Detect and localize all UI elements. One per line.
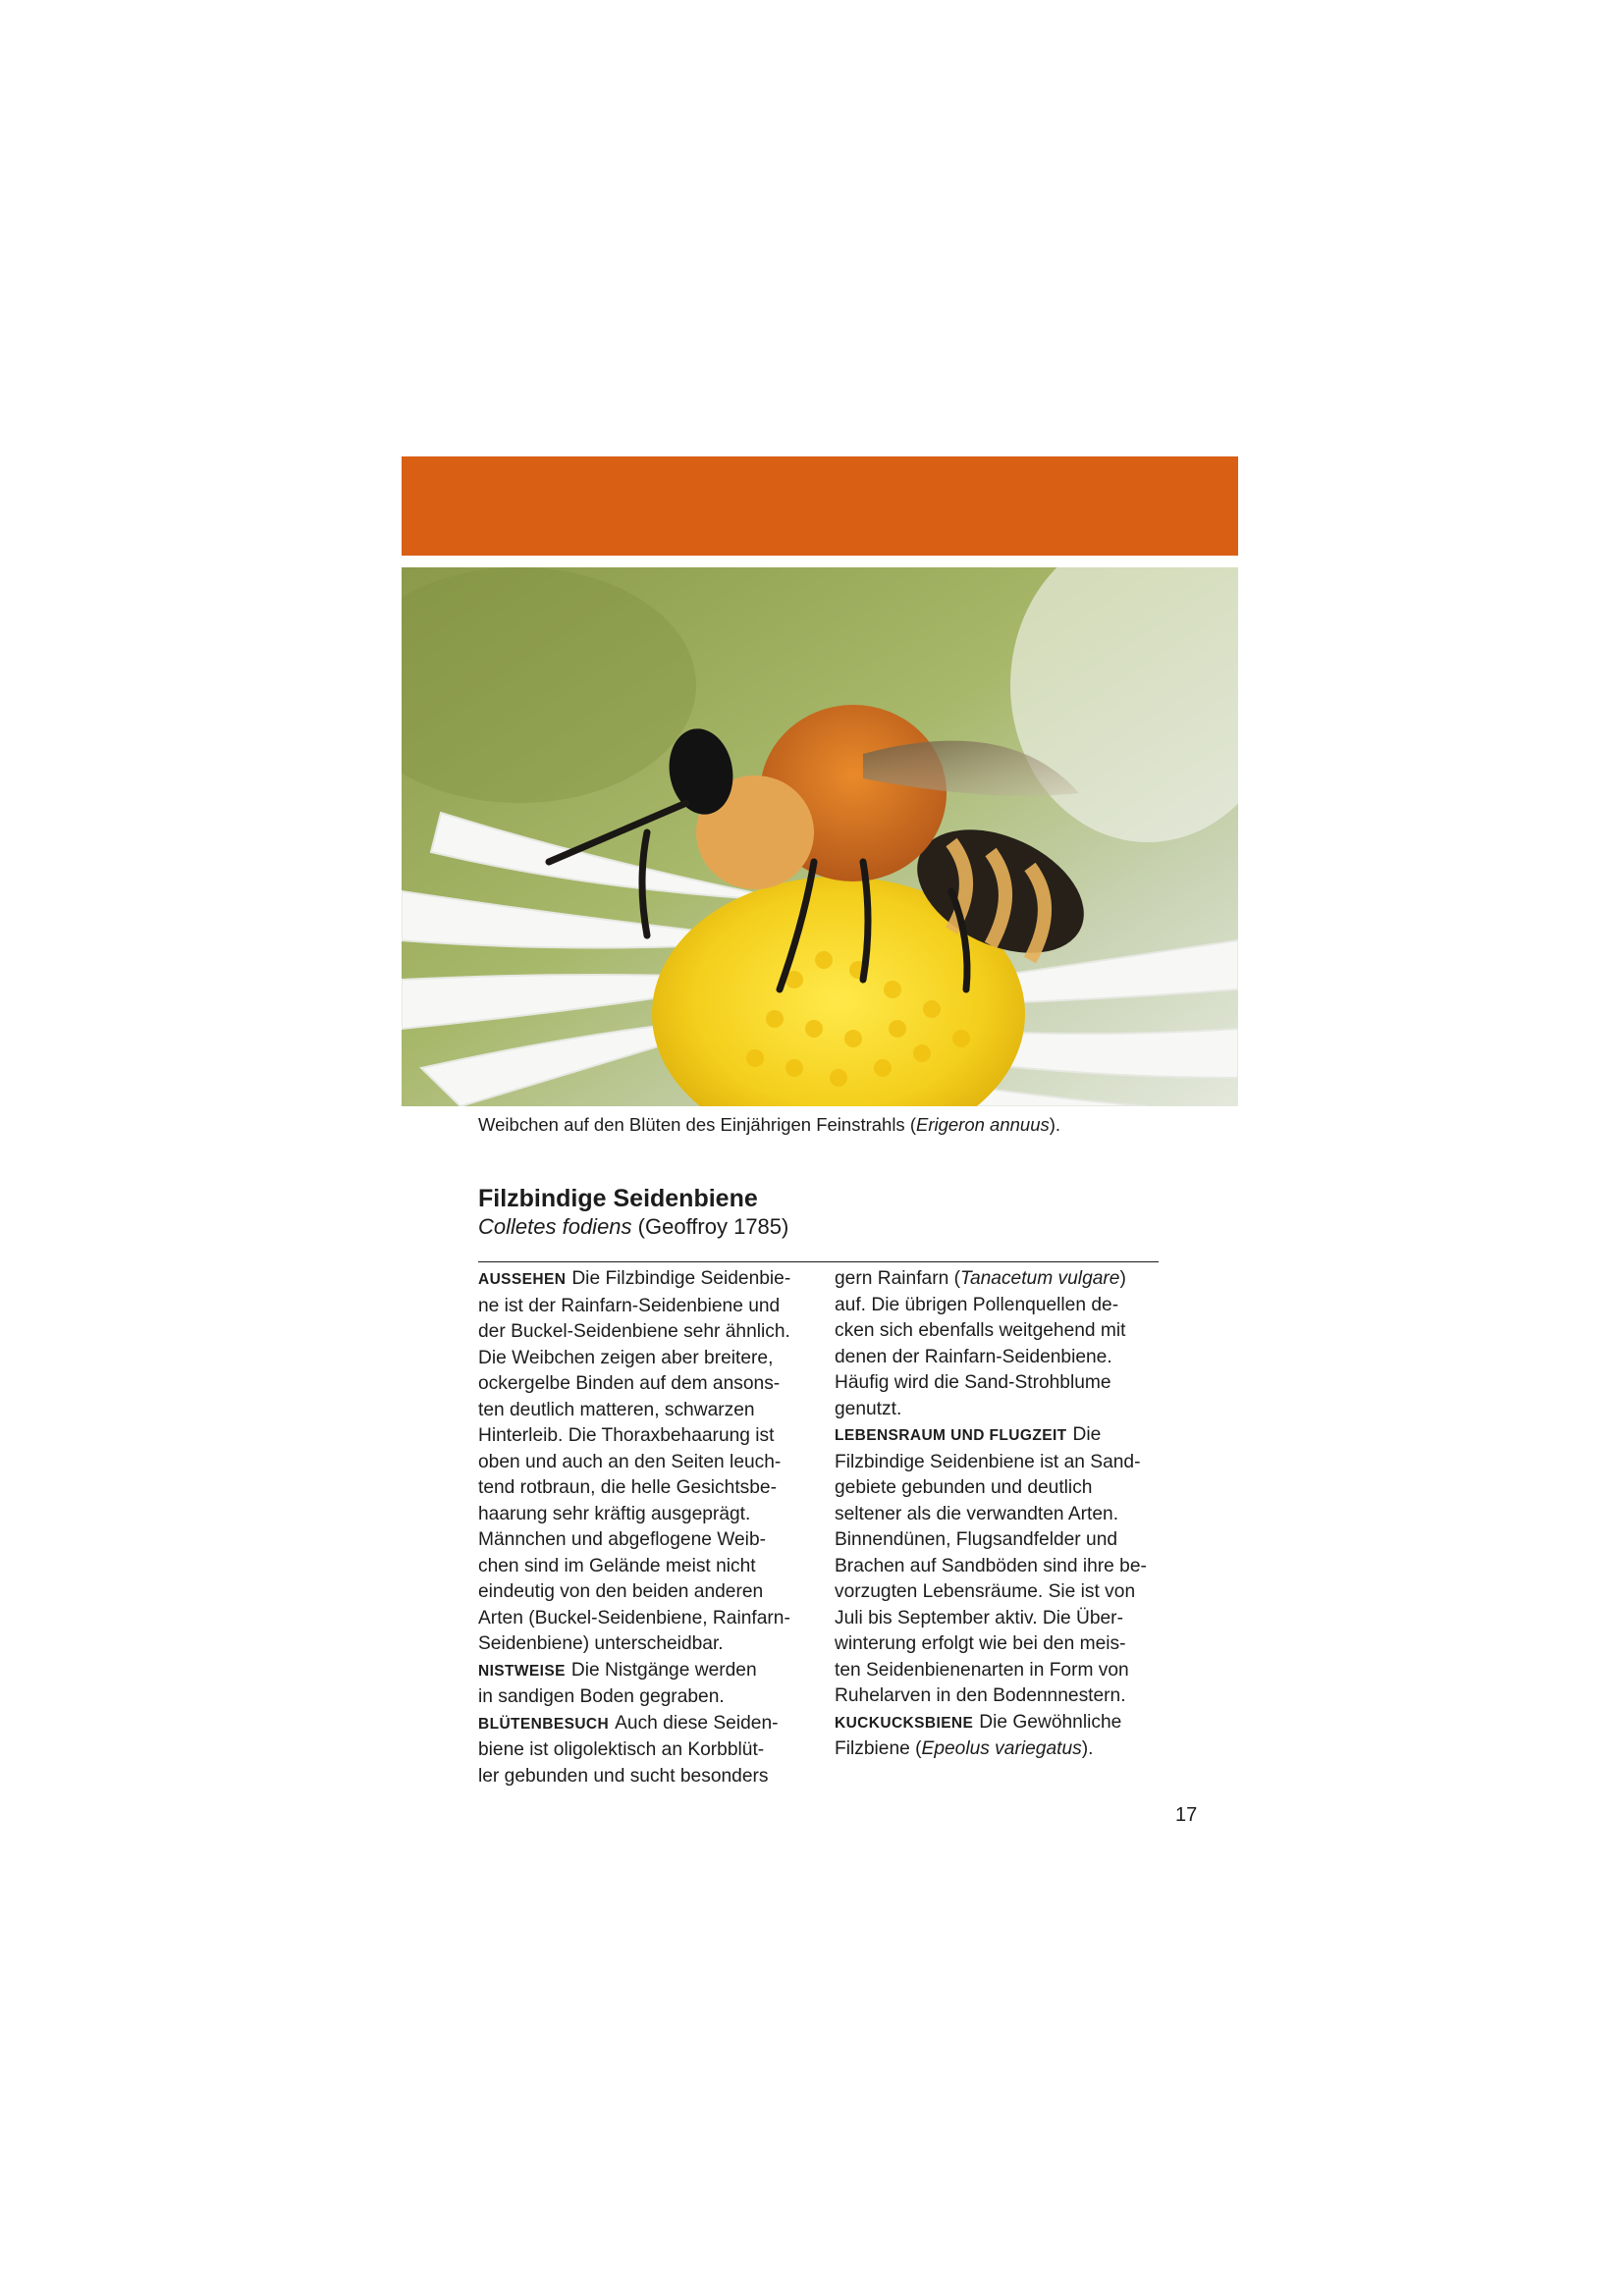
text-line [478,1475,812,1502]
line-text: Die Filzbindige Seidenbie- [571,1268,791,1289]
line-text: Filzbiene ( [835,1738,922,1759]
text-line [835,1502,1168,1528]
line-text: vorzugten Lebensräume. Sie ist von [835,1581,1136,1602]
section-keyword: NISTWEISE [478,1662,566,1680]
line-text: ten deutlich matteren, schwarzen [478,1399,755,1420]
line-text: Männchen und abgeflogene Weib- [478,1529,767,1550]
line-text: chen sind im Gelände meist nicht [478,1555,756,1576]
section-keyword: AUSSEHEN [478,1271,567,1288]
text-line [478,1502,812,1528]
line-text: ockergelbe Binden auf dem ansons- [478,1373,781,1394]
line-text: Seidenbiene) unterscheidbar. [478,1633,724,1654]
text-line [835,1554,1168,1580]
orange-header-band [402,456,1238,556]
text-line [835,1345,1168,1371]
text-line [478,1658,812,1685]
text-line [835,1422,1168,1450]
text-line [478,1554,812,1580]
species-name: Epeolus variegatus [921,1738,1082,1759]
caption-species: Erigeron annuus [915,1114,1050,1135]
text-line [835,1527,1168,1554]
line-text: gern Rainfarn ( [835,1268,960,1289]
line-text: Hinterleib. Die Thoraxbehaarung ist [478,1425,775,1446]
line-text: genutzt. [835,1398,902,1419]
line-text: Häufig wird die Sand-Strohblume [835,1372,1111,1393]
line-text: der Buckel-Seidenbiene sehr ähnlich. [478,1321,790,1342]
line-text: winterung erfolgt wie bei den meis- [835,1633,1126,1654]
text-line [478,1579,812,1606]
text-line [835,1318,1168,1345]
line-text: ten Seidenbienenarten in Form von [835,1659,1129,1681]
bee-on-flower-photo [402,567,1238,1106]
page-number: 17 [1175,1804,1198,1826]
photo-caption [478,1113,1264,1137]
section-keyword: LEBENSRAUM UND FLUGZEIT [835,1427,1067,1444]
text-line [835,1683,1168,1710]
line-text: Filzbindige Seidenbiene ist an Sand- [835,1451,1141,1472]
line-text: tend rotbraun, die helle Gesichtsbe- [478,1477,777,1498]
line-text: seltener als die verwandten Arten. [835,1503,1119,1524]
line-text: ne ist der Rainfarn-Seidenbiene und [478,1295,781,1316]
text-line [478,1346,812,1372]
caption-text-end: ). [1049,1114,1061,1135]
text-line [835,1475,1168,1502]
line-text: auf. Die übrigen Pollenquellen de- [835,1294,1119,1315]
line-text: biene ist oligolektisch an Korbblüt- [478,1739,765,1760]
text-line [478,1737,812,1764]
text-line [835,1450,1168,1476]
text-line [478,1631,812,1658]
line-text: denen der Rainfarn-Seidenbiene. [835,1346,1112,1367]
line-text: Arten (Buckel-Seidenbiene, Rainfarn- [478,1607,790,1629]
line-text: Die Gewöhnliche [979,1711,1122,1733]
caption-text: Weibchen auf den Blüten des Einjährigen Feinstrahls ( [478,1114,916,1135]
line-text: ler gebunden und sucht besonders [478,1765,769,1787]
line-text: oben und auch an den Seiten leuch- [478,1451,782,1472]
scientific-name-line [478,1213,788,1241]
text-line [478,1684,812,1711]
section-divider [478,1261,1159,1262]
text-line [478,1266,812,1294]
text-line [478,1371,812,1398]
text-line [478,1527,812,1554]
line-text: haarung sehr kräftig ausgeprägt. [478,1503,751,1524]
line-text-end: ). [1081,1738,1094,1759]
text-line [478,1764,812,1790]
text-line [835,1293,1168,1319]
text-line [835,1397,1168,1423]
line-text: eindeutig von den beiden anderen [478,1581,764,1602]
text-line [835,1266,1168,1293]
text-line [478,1319,812,1346]
text-line [835,1370,1168,1397]
line-text: in sandigen Boden gegraben. [478,1686,725,1707]
species-author: (Geoffroy 1785) [637,1214,789,1239]
line-text: Juli bis September aktiv. Die Über- [835,1607,1123,1629]
text-column-right [835,1266,1168,1763]
text-line [478,1711,812,1738]
text-line [478,1294,812,1320]
section-keyword: KUCKUCKSBIENE [835,1714,974,1732]
text-line [835,1631,1168,1658]
line-text: cken sich ebenfalls weitgehend mit [835,1320,1126,1341]
line-text: Die Nistgänge werden [570,1659,757,1681]
line-text: Brachen auf Sandböden sind ihre be- [835,1555,1147,1576]
text-column-left [478,1266,812,1789]
section-keyword: BLÜTENBESUCH [478,1715,610,1733]
line-text: gebiete gebunden und deutlich [835,1477,1093,1498]
line-text: Die [1072,1424,1102,1445]
text-line [478,1450,812,1476]
text-line [478,1606,812,1632]
line-text-end: ) [1119,1268,1126,1289]
text-line [835,1606,1168,1632]
text-line [478,1423,812,1450]
text-line [835,1579,1168,1606]
line-text: Auch diese Seiden- [615,1712,779,1734]
text-line [835,1736,1168,1763]
line-text: Ruhelarven in den Bodennnestern. [835,1685,1126,1706]
text-line [835,1710,1168,1737]
text-line [835,1658,1168,1684]
text-line [478,1398,812,1424]
scientific-name: Colletes fodiens [478,1214,632,1239]
line-text: Binnendünen, Flugsandfelder und [835,1529,1118,1550]
species-name: Tanacetum vulgare [959,1268,1120,1289]
species-title: Filzbindige Seidenbiene [478,1185,758,1212]
line-text: Die Weibchen zeigen aber breitere, [478,1347,774,1368]
